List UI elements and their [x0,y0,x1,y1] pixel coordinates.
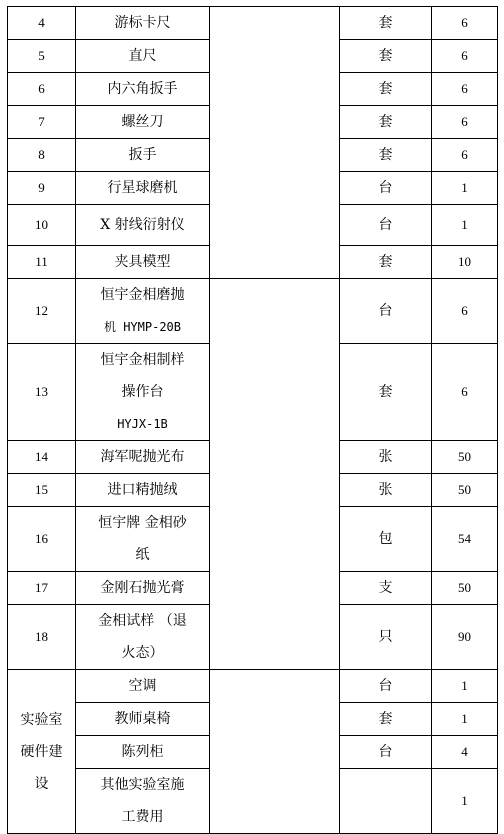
item-name: 扳手 [76,139,210,172]
item-quantity: 90 [432,605,498,670]
row-number: 14 [8,441,76,474]
item-unit: 张 [340,474,432,507]
item-name: 进口精抛绒 [76,474,210,507]
row-number: 4 [8,7,76,40]
row-number: 8 [8,139,76,172]
item-quantity: 6 [432,7,498,40]
item-quantity: 54 [432,507,498,572]
row-number: 12 [8,279,76,344]
item-unit: 支 [340,572,432,605]
item-quantity: 10 [432,246,498,279]
item-unit: 套 [340,73,432,106]
item-unit: 套 [340,139,432,172]
item-name [76,507,210,572]
item-quantity: 6 [432,279,498,344]
item-quantity: 50 [432,441,498,474]
item-unit: 包 [340,507,432,572]
item-name-line: 纸 [135,547,150,563]
item-unit: 台 [340,736,432,769]
item-name: 螺丝刀 [76,106,210,139]
item-name-line: 其他实验室施 [100,777,185,793]
item-quantity: 6 [432,106,498,139]
item-name-line: 工费用 [121,809,164,825]
item-name [76,344,210,441]
item-name-line: 火态） [121,645,164,661]
item-unit: 台 [340,205,432,246]
item-name-line: 金相试样 （退 [98,613,187,629]
row-number: 11 [8,246,76,279]
item-quantity: 50 [432,474,498,507]
item-quantity: 1 [432,670,498,703]
section-label-line: 硬件建 [20,743,63,760]
item-unit: 台 [340,172,432,205]
row-number: 9 [8,172,76,205]
item-name: 内六角扳手 [76,73,210,106]
item-unit: 套 [340,7,432,40]
item-name-line: HYJX-1B [117,417,168,431]
item-name-line: 恒宇金相制样 [100,352,185,368]
item-name: 直尺 [76,40,210,73]
section-label-line: 实验室 [20,711,63,728]
spec-blank-cell [210,670,340,834]
row-number: 16 [8,507,76,572]
item-name: 游标卡尺 [76,7,210,40]
item-unit: 套 [340,106,432,139]
item-unit: 台 [340,670,432,703]
item-quantity: 6 [432,139,498,172]
table-row [8,279,498,344]
section-label [8,670,76,834]
row-number: 15 [8,474,76,507]
item-unit: 台 [340,279,432,344]
item-unit: 套 [340,703,432,736]
item-name: 空调 [76,670,210,703]
table-row [8,7,498,40]
item-quantity: 1 [432,205,498,246]
row-number: 13 [8,344,76,441]
item-quantity: 6 [432,73,498,106]
row-number: 6 [8,73,76,106]
table-row [8,670,498,703]
item-name-line: 恒宇金相磨抛 [100,287,185,303]
item-name-line: 操作台 [121,384,164,400]
item-unit [340,769,432,834]
item-name: 教师桌椅 [76,703,210,736]
item-name: X 射线衍射仪 [76,205,210,246]
row-number: 5 [8,40,76,73]
section-label-line: 设 [34,775,49,792]
item-quantity: 6 [432,344,498,441]
row-number: 10 [8,205,76,246]
item-name [76,279,210,344]
row-number: 7 [8,106,76,139]
equipment-table [7,6,498,834]
item-name: 金刚石抛光膏 [76,572,210,605]
item-name: 夹具模型 [76,246,210,279]
item-quantity: 6 [432,40,498,73]
spec-blank-cell [210,279,340,670]
item-unit: 张 [340,441,432,474]
item-name [76,769,210,834]
item-quantity: 4 [432,736,498,769]
row-number: 18 [8,605,76,670]
item-quantity: 1 [432,172,498,205]
item-name-line: 机 HYMP-20B [103,320,182,334]
item-name [76,605,210,670]
item-name: 行星球磨机 [76,172,210,205]
item-name: 海军呢抛光布 [76,441,210,474]
item-name-line: 恒宇牌 金相砂 [98,515,187,531]
item-unit: 套 [340,344,432,441]
item-quantity: 1 [432,769,498,834]
spec-blank-cell [210,7,340,279]
row-number: 17 [8,572,76,605]
item-unit: 只 [340,605,432,670]
item-quantity: 50 [432,572,498,605]
item-unit: 套 [340,246,432,279]
item-name: 陈列柜 [76,736,210,769]
item-unit: 套 [340,40,432,73]
item-quantity: 1 [432,703,498,736]
